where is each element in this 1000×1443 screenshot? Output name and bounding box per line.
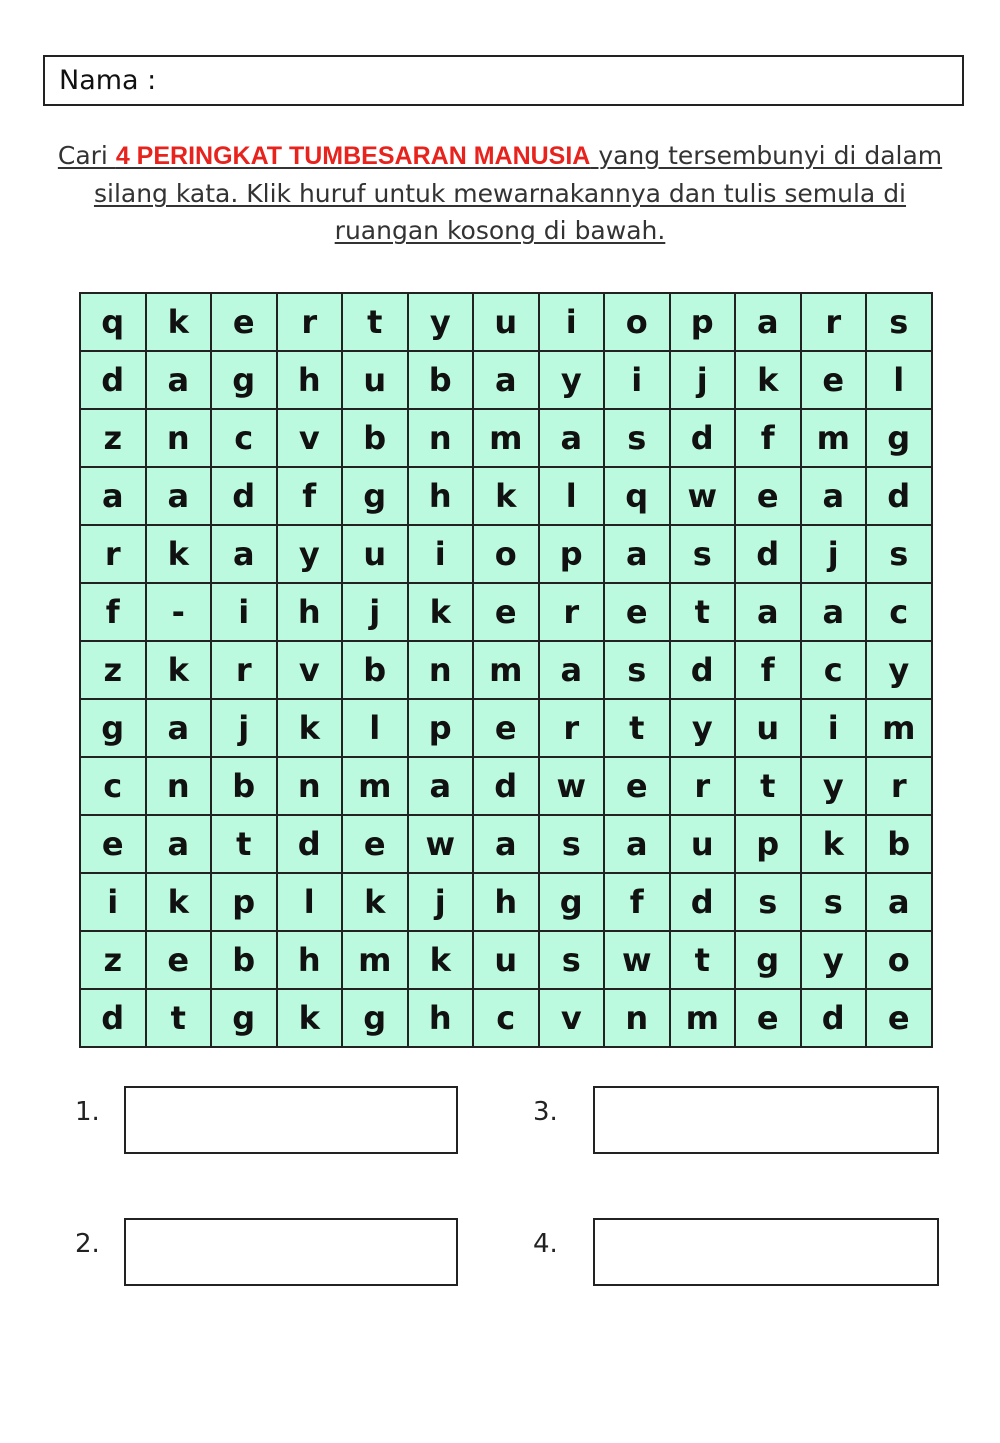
grid-cell[interactable]: f [736,410,802,468]
grid-cell[interactable]: d [802,990,868,1048]
grid-cell[interactable]: w [605,932,671,990]
grid-cell[interactable]: r [81,526,147,584]
instructions-highlight: 4 PERINGKAT TUMBESARAN MANUSIA [115,142,591,170]
grid-cell[interactable]: e [736,990,802,1048]
grid-cell[interactable]: o [867,932,933,990]
grid-cell[interactable]: j [671,352,737,410]
grid-cell[interactable]: o [474,526,540,584]
grid-cell[interactable]: s [671,526,737,584]
grid-cell[interactable]: z [81,932,147,990]
grid-cell[interactable]: b [409,352,475,410]
grid-cell[interactable]: c [212,410,278,468]
grid-cell[interactable]: k [474,468,540,526]
answer-1-input[interactable] [124,1086,458,1154]
grid-cell[interactable]: j [802,526,868,584]
grid-cell[interactable]: d [212,468,278,526]
grid-cell[interactable]: u [474,294,540,352]
grid-cell[interactable]: o [605,294,671,352]
grid-cell[interactable]: i [540,294,606,352]
grid-cell[interactable]: r [802,294,868,352]
grid-cell[interactable]: u [474,932,540,990]
answer-3-number: 3. [533,1097,558,1127]
grid-cell[interactable]: y [802,758,868,816]
grid-cell[interactable]: g [343,468,409,526]
grid-cell[interactable]: r [212,642,278,700]
grid-cell[interactable]: a [605,526,671,584]
grid-cell[interactable]: l [278,874,344,932]
grid-cell[interactable]: v [278,642,344,700]
grid-cell[interactable]: a [147,352,213,410]
grid-cell[interactable]: m [802,410,868,468]
grid-cell[interactable]: t [736,758,802,816]
grid-cell[interactable]: w [540,758,606,816]
grid-cell[interactable]: b [343,642,409,700]
grid-cell[interactable]: k [147,526,213,584]
grid-cell[interactable]: l [540,468,606,526]
grid-cell[interactable]: w [671,468,737,526]
grid-cell[interactable]: a [147,700,213,758]
grid-cell[interactable]: t [147,990,213,1048]
grid-cell[interactable]: k [409,584,475,642]
grid-cell[interactable]: i [802,700,868,758]
grid-cell[interactable]: m [343,758,409,816]
grid-cell[interactable]: a [474,816,540,874]
grid-cell[interactable]: p [409,700,475,758]
grid-cell[interactable]: c [474,990,540,1048]
grid-cell[interactable]: a [212,526,278,584]
grid-cell[interactable]: a [540,410,606,468]
grid-cell[interactable]: a [867,874,933,932]
grid-cell[interactable]: h [278,932,344,990]
grid-cell[interactable]: i [605,352,671,410]
grid-cell[interactable]: p [540,526,606,584]
grid-cell[interactable]: u [671,816,737,874]
grid-cell[interactable]: r [867,758,933,816]
grid-cell[interactable]: e [736,468,802,526]
grid-cell[interactable]: n [409,642,475,700]
grid-cell[interactable]: r [671,758,737,816]
answer-2-number: 2. [75,1229,100,1259]
grid-cell[interactable]: d [867,468,933,526]
grid-cell[interactable]: j [343,584,409,642]
grid-cell[interactable]: d [81,352,147,410]
grid-cell[interactable]: q [605,468,671,526]
grid-cell[interactable]: t [212,816,278,874]
grid-cell[interactable]: a [81,468,147,526]
grid-cell[interactable]: m [867,700,933,758]
grid-cell[interactable]: a [540,642,606,700]
grid-cell[interactable]: g [212,990,278,1048]
answer-4-input[interactable] [593,1218,939,1286]
grid-cell[interactable]: g [540,874,606,932]
grid-cell[interactable]: h [409,990,475,1048]
name-field[interactable] [43,55,964,106]
answer-3-input[interactable] [593,1086,939,1154]
grid-cell[interactable]: n [147,758,213,816]
grid-cell[interactable]: k [409,932,475,990]
grid-cell[interactable]: c [81,758,147,816]
grid-cell[interactable]: y [802,932,868,990]
grid-cell[interactable]: t [671,584,737,642]
grid-cell[interactable]: p [671,294,737,352]
grid-cell[interactable]: c [802,642,868,700]
grid-cell[interactable]: e [147,932,213,990]
grid-cell[interactable]: h [278,584,344,642]
grid-cell[interactable]: n [278,758,344,816]
grid-cell[interactable]: a [474,352,540,410]
answer-2-input[interactable] [124,1218,458,1286]
grid-cell[interactable]: d [474,758,540,816]
instructions [40,137,960,249]
grid-cell[interactable]: v [278,410,344,468]
grid-cell[interactable]: a [736,294,802,352]
grid-cell[interactable]: m [671,990,737,1048]
grid-cell[interactable]: g [736,932,802,990]
grid-cell[interactable]: r [540,700,606,758]
grid-cell[interactable]: f [278,468,344,526]
grid-cell[interactable]: s [736,874,802,932]
grid-cell[interactable]: t [343,294,409,352]
grid-cell[interactable]: u [343,526,409,584]
instructions-suffix: yang tersembunyi di dalam silang kata. Klik huruf untuk mewarnakannya dan tulis semula di ruangan kosong di bawah. [93,141,943,245]
grid-cell[interactable]: y [867,642,933,700]
grid-cell[interactable]: m [474,410,540,468]
grid-cell[interactable]: h [409,468,475,526]
grid-cell[interactable]: m [474,642,540,700]
grid-cell[interactable]: n [409,410,475,468]
grid-cell[interactable]: j [409,874,475,932]
grid-cell[interactable]: z [81,642,147,700]
grid-cell[interactable]: p [212,874,278,932]
grid-cell[interactable]: s [867,526,933,584]
grid-cell[interactable]: d [671,410,737,468]
grid-cell[interactable]: s [605,410,671,468]
grid-cell[interactable]: q [81,294,147,352]
grid-cell[interactable]: b [867,816,933,874]
grid-cell[interactable]: s [540,932,606,990]
grid-cell[interactable]: n [605,990,671,1048]
grid-cell[interactable]: a [409,758,475,816]
grid-cell[interactable]: f [81,584,147,642]
grid-cell[interactable]: k [278,700,344,758]
grid-cell[interactable]: t [671,932,737,990]
name-label: Nama : [59,65,157,96]
grid-cell[interactable]: e [802,352,868,410]
grid-cell[interactable]: e [343,816,409,874]
grid-cell[interactable]: k [343,874,409,932]
grid-cell[interactable]: l [867,352,933,410]
grid-cell[interactable]: s [540,816,606,874]
grid-cell[interactable]: a [736,584,802,642]
grid-cell[interactable]: a [605,816,671,874]
grid-cell[interactable]: n [147,410,213,468]
grid-cell[interactable]: e [212,294,278,352]
grid-cell[interactable]: y [671,700,737,758]
instructions-prefix: Cari [57,141,116,170]
grid-cell[interactable]: z [81,410,147,468]
grid-cell[interactable]: y [278,526,344,584]
grid-cell[interactable]: g [343,990,409,1048]
grid-cell[interactable]: g [81,700,147,758]
grid-cell[interactable]: d [671,642,737,700]
grid-cell[interactable]: a [802,468,868,526]
grid-cell[interactable]: g [212,352,278,410]
grid-cell[interactable]: d [278,816,344,874]
answer-1-number: 1. [75,1097,100,1127]
grid-cell[interactable]: k [802,816,868,874]
grid-cell[interactable]: i [409,526,475,584]
grid-cell[interactable]: s [605,642,671,700]
grid-cell[interactable]: d [671,874,737,932]
grid-cell[interactable]: j [212,700,278,758]
grid-cell[interactable]: e [474,700,540,758]
grid-cell[interactable]: b [343,410,409,468]
grid-cell[interactable]: r [278,294,344,352]
grid-cell[interactable]: e [605,758,671,816]
grid-cell[interactable]: c [867,584,933,642]
grid-cell[interactable]: k [147,642,213,700]
grid-cell[interactable]: h [474,874,540,932]
answer-4-number: 4. [533,1229,558,1259]
grid-cell[interactable]: t [605,700,671,758]
grid-cell[interactable]: f [736,642,802,700]
grid-cell[interactable]: s [802,874,868,932]
grid-cell[interactable]: u [736,700,802,758]
grid-cell[interactable]: m [343,932,409,990]
grid-cell[interactable]: k [147,874,213,932]
grid-cell[interactable]: u [343,352,409,410]
grid-cell[interactable]: g [867,410,933,468]
grid-cell[interactable]: i [212,584,278,642]
grid-cell[interactable]: i [81,874,147,932]
grid-cell[interactable]: e [867,990,933,1048]
grid-cell[interactable]: w [409,816,475,874]
grid-cell[interactable]: b [212,932,278,990]
grid-cell[interactable]: a [147,816,213,874]
grid-cell[interactable]: b [212,758,278,816]
grid-cell[interactable]: p [736,816,802,874]
grid-cell[interactable]: k [736,352,802,410]
grid-cell[interactable]: y [409,294,475,352]
grid-cell[interactable]: e [605,584,671,642]
grid-cell[interactable]: - [147,584,213,642]
grid-cell[interactable]: h [278,352,344,410]
word-search-grid [79,292,933,1048]
grid-cell[interactable]: e [474,584,540,642]
grid-cell[interactable]: f [605,874,671,932]
grid-cell[interactable]: r [540,584,606,642]
grid-cell[interactable]: a [802,584,868,642]
grid-cell[interactable]: k [147,294,213,352]
grid-cell[interactable]: k [278,990,344,1048]
grid-cell[interactable]: e [81,816,147,874]
grid-cell[interactable]: y [540,352,606,410]
grid-cell[interactable]: d [736,526,802,584]
grid-cell[interactable]: d [81,990,147,1048]
grid-cell[interactable]: s [867,294,933,352]
grid-cell[interactable]: l [343,700,409,758]
grid-cell[interactable]: a [147,468,213,526]
grid-cell[interactable]: v [540,990,606,1048]
